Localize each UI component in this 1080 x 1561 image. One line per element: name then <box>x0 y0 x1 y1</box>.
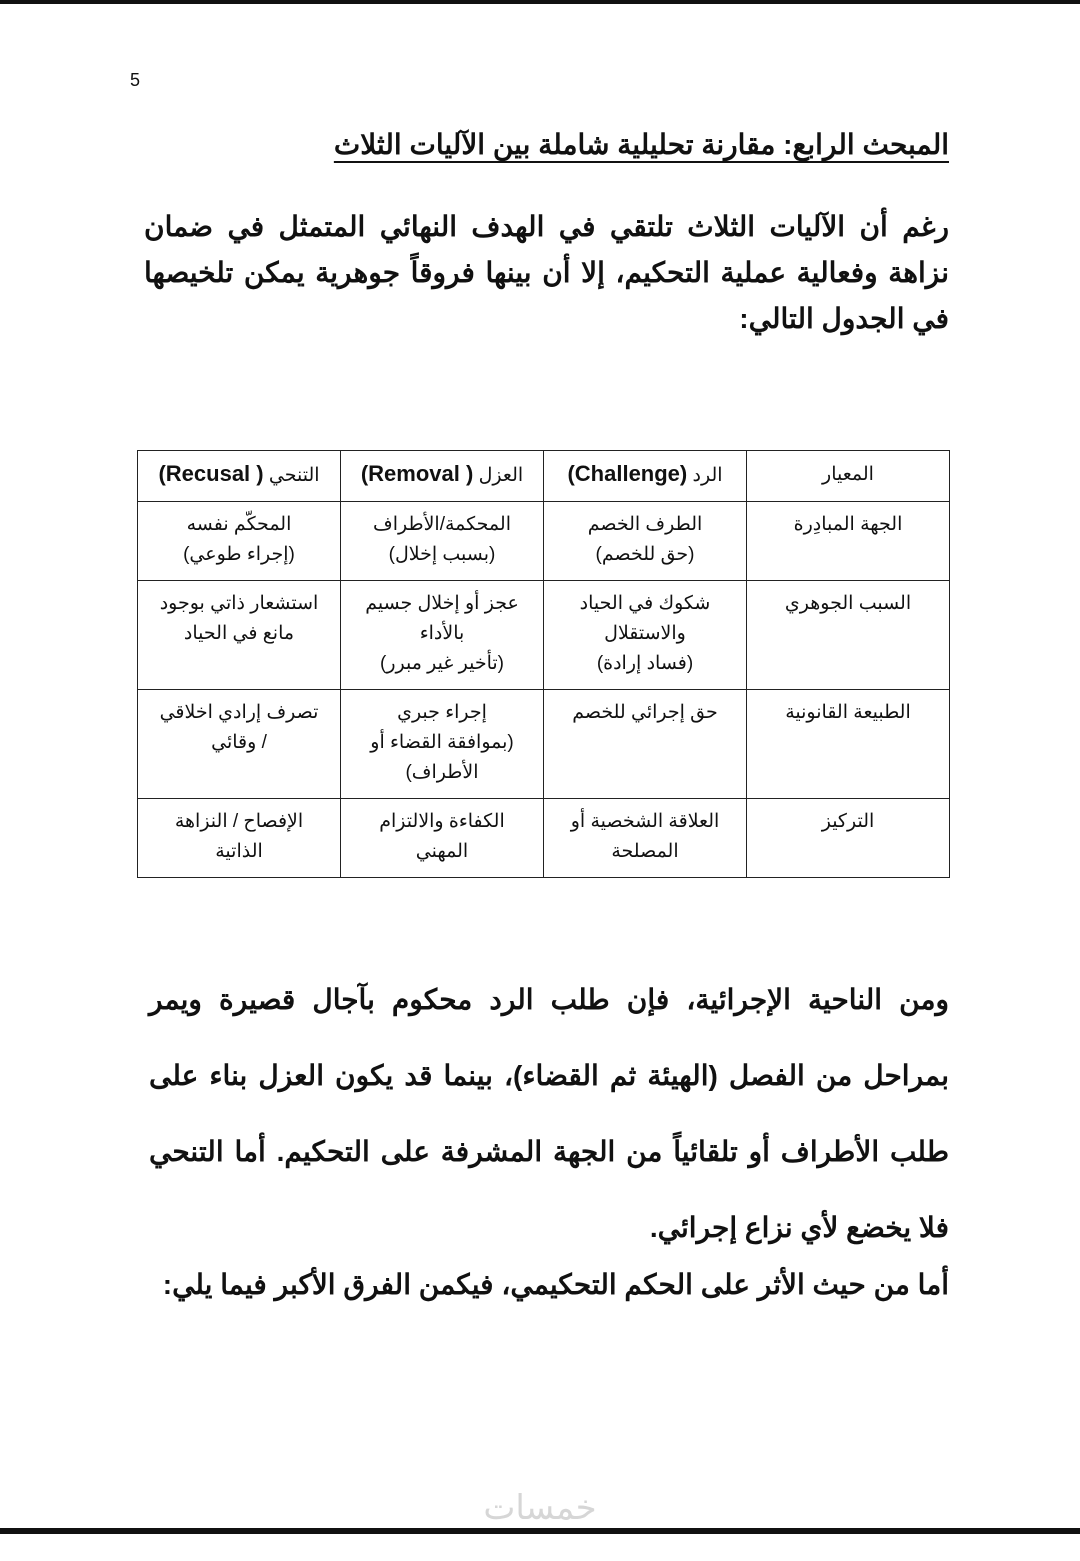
cell-challenge: شكوك في الحياد والاستقلال (فساد إرادة) <box>544 581 747 690</box>
cell-challenge: العلاقة الشخصية أو المصلحة <box>544 799 747 878</box>
header-removal-en: ( Removal) <box>360 461 474 486</box>
cell-removal: الكفاءة والالتزام المهني <box>341 799 544 878</box>
cell-criterion: الطبيعة القانونية <box>747 690 950 799</box>
cell-recusal: استشعار ذاتي بوجود مانع في الحياد <box>138 581 341 690</box>
intro-paragraph: رغم أن الآليات الثلاث تلتقي في الهدف النهائي المتمثل في ضمان نزاهة وفعالية عملية التحكيم، إلا أن بينها فروقاً جوهرية يمكن تلخيصها في الجدول التالي: <box>144 211 949 334</box>
header-removal-label: العزل <box>478 465 524 486</box>
section-heading: المبحث الرابع: مقارنة تحليلية شاملة بين الآليات الثلاث <box>333 129 949 160</box>
cell-criterion: التركيز <box>747 799 950 878</box>
header-recusal <box>138 451 341 502</box>
table-header-row <box>138 451 950 502</box>
cell-removal: إجراء جبري (بموافقة القضاء أو الأطراف) <box>341 690 544 799</box>
cell-challenge: حق إجرائي للخصم <box>544 690 747 799</box>
procedural-paragraph: ومن الناحية الإجرائية، فإن طلب الرد محكوم بآجال قصيرة ويمر بمراحل من الفصل (الهيئة ثم القضاء)، بينما قد يكون العزل بناء على طلب الأطراف أو تلقائياً من الجهة المشرفة على التحكيم. أما التنحي فلا يخضع لأي نزاع إجرائي. <box>149 984 949 1243</box>
header-criterion-label: المعيار <box>822 464 874 485</box>
header-recusal-en: ( Recusal) <box>158 461 264 486</box>
watermark-logo: خمسات <box>483 1488 597 1528</box>
top-border-line <box>0 0 1080 4</box>
effect-paragraph: أما من حيث الأثر على الحكم التحكيمي، فيكمن الفرق الأكبر فيما يلي: <box>162 1269 949 1300</box>
cell-recusal: المحكّم نفسه (إجراء طوعي) <box>138 502 341 581</box>
header-criterion <box>747 451 950 502</box>
cell-criterion: السبب الجوهري <box>747 581 950 690</box>
header-challenge <box>544 451 747 502</box>
cell-removal: عجز أو إخلال جسيم بالأداء (تأخير غير مبرر) <box>341 581 544 690</box>
cell-recusal: الإفصاح / النزاهة الذاتية <box>138 799 341 878</box>
header-challenge-label: الرد <box>692 465 723 486</box>
cell-challenge: الطرف الخصم (حق للخصم) <box>544 502 747 581</box>
header-removal <box>341 451 544 502</box>
comparison-table <box>137 450 950 878</box>
cell-recusal: تصرف إرادي اخلاقي / وقائي <box>138 690 341 799</box>
table-row <box>138 799 950 878</box>
table-row <box>138 581 950 690</box>
cell-criterion: الجهة المبادِرة <box>747 502 950 581</box>
bottom-border-line <box>0 1528 1080 1534</box>
table-row <box>138 502 950 581</box>
header-challenge-en: (Challenge) <box>567 461 688 486</box>
cell-removal: المحكمة/الأطراف (بسبب إخلال) <box>341 502 544 581</box>
table-row <box>138 690 950 799</box>
page-number: 5 <box>130 70 141 90</box>
header-recusal-label: التنحي <box>268 465 320 486</box>
